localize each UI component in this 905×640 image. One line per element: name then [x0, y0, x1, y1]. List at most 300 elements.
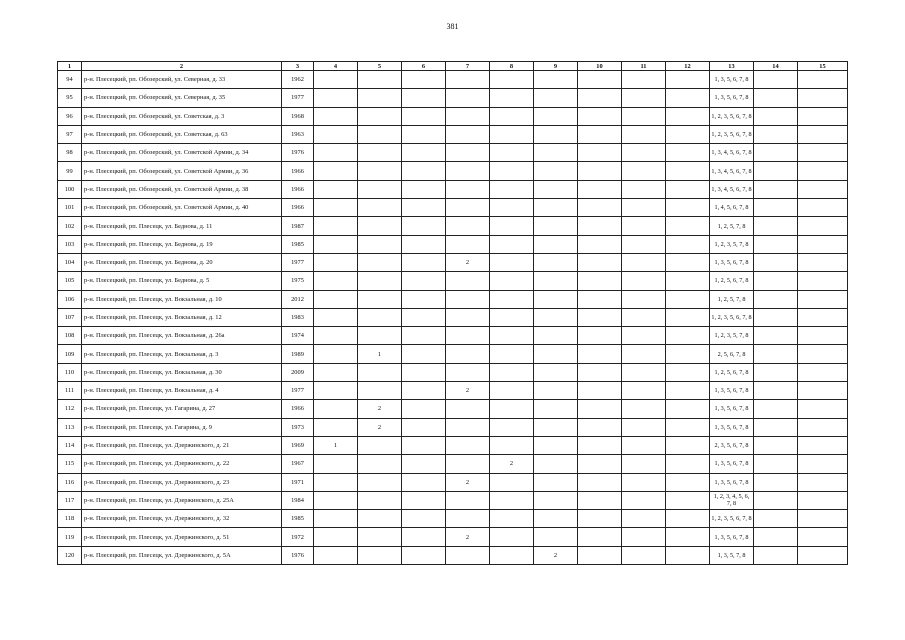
table-cell [446, 125, 490, 143]
table-cell [754, 180, 798, 198]
row-number-cell: 112 [58, 400, 82, 418]
table-cell [446, 363, 490, 381]
table-cell [622, 272, 666, 290]
table-cell [622, 217, 666, 235]
table-row [58, 235, 848, 253]
table-cell [314, 308, 358, 326]
address-cell: р-н. Плесецкий, рп. Плесецк, ул. Вокзальная, д. 12 [82, 308, 282, 326]
table-cell [622, 199, 666, 217]
table-cell [754, 217, 798, 235]
table-cell [402, 308, 446, 326]
table-cell [314, 546, 358, 564]
row-number-cell: 98 [58, 144, 82, 162]
table-cell [314, 107, 358, 125]
table-cell [358, 199, 402, 217]
table-cell [402, 290, 446, 308]
table-cell [314, 400, 358, 418]
codes-cell: 1, 3, 5, 6, 7, 8 [710, 528, 754, 546]
table-cell [402, 144, 446, 162]
table-cell [798, 253, 848, 271]
table-cell [666, 491, 710, 509]
table-row [58, 89, 848, 107]
table-row [58, 491, 848, 509]
table-cell [578, 290, 622, 308]
table-cell [490, 345, 534, 363]
table-cell [490, 290, 534, 308]
table-cell [534, 327, 578, 345]
year-cell: 1966 [282, 180, 314, 198]
table-cell [490, 107, 534, 125]
table-cell [622, 180, 666, 198]
table-cell [446, 272, 490, 290]
table-cell [446, 308, 490, 326]
year-cell: 1971 [282, 473, 314, 491]
table-cell [578, 235, 622, 253]
table-cell [798, 199, 848, 217]
row-number-cell: 116 [58, 473, 82, 491]
table-cell [314, 327, 358, 345]
table-cell [666, 290, 710, 308]
table-cell [622, 345, 666, 363]
table-cell [314, 345, 358, 363]
row-number-cell: 120 [58, 546, 82, 564]
table-cell [534, 107, 578, 125]
codes-cell: 1, 4, 5, 6, 7, 8 [710, 199, 754, 217]
year-cell: 1983 [282, 308, 314, 326]
table-cell [622, 235, 666, 253]
table-cell [534, 144, 578, 162]
address-cell: р-н. Плесецкий, рп. Плесецк, ул. Вокзальная, д. 3 [82, 345, 282, 363]
row-number-cell: 107 [58, 308, 82, 326]
table-cell [446, 107, 490, 125]
table-cell [490, 71, 534, 89]
table-cell [446, 436, 490, 454]
table-cell: 1 [314, 436, 358, 454]
table-cell [666, 546, 710, 564]
table-cell: 2 [490, 455, 534, 473]
table-cell [402, 473, 446, 491]
table-cell [666, 418, 710, 436]
codes-cell: 1, 3, 5, 6, 7, 8 [710, 400, 754, 418]
table-cell [534, 418, 578, 436]
row-number-cell: 102 [58, 217, 82, 235]
table-cell [314, 455, 358, 473]
table-cell [754, 473, 798, 491]
address-cell: р-н. Плесецкий, рп. Обозерский, ул. Советской Армии, д. 36 [82, 162, 282, 180]
table-cell [534, 473, 578, 491]
table-cell [798, 327, 848, 345]
table-cell [578, 363, 622, 381]
table-cell [446, 400, 490, 418]
codes-cell: 1, 2, 5, 6, 7, 8 [710, 363, 754, 381]
table-cell [666, 71, 710, 89]
row-number-cell: 101 [58, 199, 82, 217]
column-header-3: 3 [282, 62, 314, 71]
table-cell [490, 510, 534, 528]
table-cell [490, 308, 534, 326]
column-header-14: 14 [754, 62, 798, 71]
table-cell [754, 71, 798, 89]
table-cell [314, 418, 358, 436]
row-number-cell: 100 [58, 180, 82, 198]
table-cell [446, 290, 490, 308]
year-cell: 1963 [282, 125, 314, 143]
table-cell [314, 89, 358, 107]
table-cell [754, 89, 798, 107]
table-cell [358, 71, 402, 89]
year-cell: 1976 [282, 546, 314, 564]
table-cell [798, 162, 848, 180]
year-cell: 1973 [282, 418, 314, 436]
column-header-12: 12 [666, 62, 710, 71]
table-cell [798, 308, 848, 326]
year-cell: 2012 [282, 290, 314, 308]
column-header-7: 7 [446, 62, 490, 71]
table-cell [446, 235, 490, 253]
year-cell: 1985 [282, 510, 314, 528]
table-cell [578, 125, 622, 143]
codes-cell: 1, 2, 5, 6, 7, 8 [710, 272, 754, 290]
year-cell: 1977 [282, 382, 314, 400]
table-cell [314, 382, 358, 400]
table-row [58, 546, 848, 564]
table-cell [534, 162, 578, 180]
table-cell [798, 418, 848, 436]
table-cell [578, 253, 622, 271]
table-cell [622, 253, 666, 271]
table-cell [490, 528, 534, 546]
year-cell: 1975 [282, 272, 314, 290]
year-cell: 1968 [282, 107, 314, 125]
table-cell [402, 436, 446, 454]
table-cell [534, 199, 578, 217]
table-cell [358, 473, 402, 491]
table-cell: 2 [446, 382, 490, 400]
table-cell [622, 418, 666, 436]
table-cell [490, 363, 534, 381]
table-cell [358, 327, 402, 345]
table-cell: 2 [446, 253, 490, 271]
table-cell [666, 125, 710, 143]
row-number-cell: 108 [58, 327, 82, 345]
table-cell [622, 455, 666, 473]
table-cell [490, 327, 534, 345]
row-number-cell: 105 [58, 272, 82, 290]
address-cell: р-н. Плесецкий, рп. Плесецк, ул. Вокзальная, д. 10 [82, 290, 282, 308]
codes-cell: 1, 2, 3, 5, 6, 7, 8 [710, 308, 754, 326]
table-cell [754, 382, 798, 400]
table-cell [358, 144, 402, 162]
table-cell [754, 510, 798, 528]
codes-cell: 1, 2, 5, 7, 8 [710, 217, 754, 235]
table-cell [666, 89, 710, 107]
table-cell [490, 89, 534, 107]
table-cell [798, 71, 848, 89]
table-cell [754, 308, 798, 326]
table-cell [578, 510, 622, 528]
address-cell: р-н. Плесецкий, рп. Плесецк, ул. Беднова, д. 11 [82, 217, 282, 235]
address-cell: р-н. Плесецкий, рп. Обозерский, ул. Советской Армии, д. 34 [82, 144, 282, 162]
year-cell: 1977 [282, 89, 314, 107]
address-cell: р-н. Плесецкий, рп. Плесецк, ул. Дзержинского, д. 21 [82, 436, 282, 454]
table-cell [578, 199, 622, 217]
table-cell [754, 327, 798, 345]
table-cell [490, 272, 534, 290]
table-cell [578, 89, 622, 107]
page-number: 381 [446, 22, 459, 31]
table-cell [798, 107, 848, 125]
table-cell [622, 290, 666, 308]
codes-cell: 1, 2, 3, 5, 6, 7, 8 [710, 107, 754, 125]
table-cell [358, 162, 402, 180]
table-cell [798, 455, 848, 473]
table-cell [446, 217, 490, 235]
table-cell [358, 546, 402, 564]
table-cell [358, 290, 402, 308]
table-cell [666, 455, 710, 473]
table-cell [754, 418, 798, 436]
table-cell: 2 [446, 473, 490, 491]
table-cell [798, 363, 848, 381]
table-row [58, 327, 848, 345]
codes-cell: 1, 2, 5, 7, 8 [710, 290, 754, 308]
table-cell [402, 400, 446, 418]
table-cell [446, 327, 490, 345]
address-cell: р-н. Плесецкий, рп. Обозерский, ул. Советской Армии, д. 40 [82, 199, 282, 217]
table-cell [578, 327, 622, 345]
address-cell: р-н. Плесецкий, рп. Обозерский, ул. Советская, д. 63 [82, 125, 282, 143]
table-cell [666, 510, 710, 528]
table-cell [798, 235, 848, 253]
address-cell: р-н. Плесецкий, рп. Плесецк, ул. Беднова, д. 19 [82, 235, 282, 253]
table-cell [798, 217, 848, 235]
codes-cell: 1, 2, 3, 5, 7, 8 [710, 327, 754, 345]
column-header-10: 10 [578, 62, 622, 71]
table-cell [622, 162, 666, 180]
row-number-cell: 103 [58, 235, 82, 253]
row-number-cell: 99 [58, 162, 82, 180]
table-cell [754, 546, 798, 564]
table-cell [490, 491, 534, 509]
table-cell [666, 308, 710, 326]
table-cell [490, 546, 534, 564]
table-cell [754, 455, 798, 473]
table-cell [798, 491, 848, 509]
table-cell [622, 510, 666, 528]
row-number-cell: 97 [58, 125, 82, 143]
table-cell [578, 144, 622, 162]
row-number-cell: 111 [58, 382, 82, 400]
row-number-cell: 106 [58, 290, 82, 308]
codes-cell: 1, 3, 5, 6, 7, 8 [710, 71, 754, 89]
table-cell [754, 144, 798, 162]
table-cell [666, 528, 710, 546]
codes-cell: 1, 3, 5, 6, 7, 8 [710, 418, 754, 436]
table-cell [798, 144, 848, 162]
table-cell [358, 455, 402, 473]
table-cell [534, 345, 578, 363]
codes-cell: 1, 3, 4, 5, 6, 7, 8 [710, 162, 754, 180]
table-cell [798, 345, 848, 363]
address-cell: р-н. Плесецкий, рп. Плесецк, ул. Гагарина, д. 27 [82, 400, 282, 418]
row-number-cell: 114 [58, 436, 82, 454]
table-row [58, 528, 848, 546]
column-header-11: 11 [622, 62, 666, 71]
table-cell [314, 290, 358, 308]
codes-cell: 1, 3, 5, 6, 7, 8 [710, 89, 754, 107]
table-row [58, 436, 848, 454]
column-header-13: 13 [710, 62, 754, 71]
table-cell [666, 473, 710, 491]
table-cell [754, 162, 798, 180]
table-cell [534, 363, 578, 381]
table-cell [666, 253, 710, 271]
table-row [58, 400, 848, 418]
table-cell [534, 180, 578, 198]
header-row [58, 62, 848, 71]
table-cell [314, 235, 358, 253]
table-cell [754, 199, 798, 217]
table-cell [446, 89, 490, 107]
table-cell [402, 418, 446, 436]
row-number-cell: 119 [58, 528, 82, 546]
table-cell [490, 144, 534, 162]
year-cell: 1977 [282, 253, 314, 271]
registry-table [57, 61, 848, 565]
table-cell [402, 455, 446, 473]
codes-cell: 1, 3, 5, 6, 7, 8 [710, 253, 754, 271]
table-cell [358, 528, 402, 546]
address-cell: р-н. Плесецкий, рп. Обозерский, ул. Советской Армии, д. 38 [82, 180, 282, 198]
year-cell: 1966 [282, 199, 314, 217]
table-cell [490, 162, 534, 180]
year-cell: 1985 [282, 235, 314, 253]
table-cell [534, 400, 578, 418]
table-cell [402, 125, 446, 143]
column-header-6: 6 [402, 62, 446, 71]
codes-cell: 1, 3, 5, 7, 8 [710, 546, 754, 564]
table-cell [490, 235, 534, 253]
address-cell: р-н. Плесецкий, рп. Плесецк, ул. Вокзальная, д. 26а [82, 327, 282, 345]
table-cell [402, 199, 446, 217]
table-cell [358, 436, 402, 454]
table-cell [358, 125, 402, 143]
table-cell [578, 546, 622, 564]
table-cell [446, 199, 490, 217]
address-cell: р-н. Плесецкий, рп. Плесецк, ул. Вокзальная, д. 4 [82, 382, 282, 400]
table-cell [358, 308, 402, 326]
table-cell [402, 180, 446, 198]
table-cell [402, 327, 446, 345]
table-cell [534, 89, 578, 107]
table-cell [798, 400, 848, 418]
row-number-cell: 95 [58, 89, 82, 107]
table-cell [490, 436, 534, 454]
table-cell [402, 345, 446, 363]
table-cell [798, 528, 848, 546]
table-cell [446, 510, 490, 528]
column-header-4: 4 [314, 62, 358, 71]
row-number-cell: 109 [58, 345, 82, 363]
table-row [58, 455, 848, 473]
table-cell [446, 345, 490, 363]
table-cell [666, 107, 710, 125]
table-cell [578, 308, 622, 326]
table-cell [490, 473, 534, 491]
table-cell [534, 491, 578, 509]
table-cell [666, 144, 710, 162]
table-cell [666, 235, 710, 253]
table-cell [358, 217, 402, 235]
row-number-cell: 118 [58, 510, 82, 528]
year-cell: 1972 [282, 528, 314, 546]
table-cell [402, 510, 446, 528]
table-cell [622, 71, 666, 89]
table-cell [358, 382, 402, 400]
table-cell [622, 107, 666, 125]
year-cell: 1967 [282, 455, 314, 473]
year-cell: 1987 [282, 217, 314, 235]
address-cell: р-н. Плесецкий, рп. Плесецк, ул. Дзержинского, д. 5А [82, 546, 282, 564]
table-cell [314, 528, 358, 546]
address-cell: р-н. Плесецкий, рп. Плесецк, ул. Дзержинского, д. 32 [82, 510, 282, 528]
codes-cell: 1, 2, 3, 4, 5, 6, 7, 8 [710, 491, 754, 509]
table-cell [754, 253, 798, 271]
codes-cell: 1, 3, 5, 6, 7, 8 [710, 473, 754, 491]
table-cell [402, 363, 446, 381]
table-row [58, 144, 848, 162]
table-cell [754, 107, 798, 125]
table-cell [534, 217, 578, 235]
row-number-cell: 110 [58, 363, 82, 381]
table-cell [534, 272, 578, 290]
table-cell [754, 125, 798, 143]
table-cell [534, 308, 578, 326]
table-cell [622, 89, 666, 107]
table-cell [534, 235, 578, 253]
table-cell [622, 473, 666, 491]
table-cell [446, 144, 490, 162]
table-cell [622, 436, 666, 454]
table-cell [754, 290, 798, 308]
table-cell [798, 382, 848, 400]
year-cell: 1976 [282, 144, 314, 162]
table-cell [798, 290, 848, 308]
table-cell [358, 253, 402, 271]
table-cell [534, 290, 578, 308]
table-cell [666, 199, 710, 217]
table-cell [314, 510, 358, 528]
table-row [58, 253, 848, 271]
year-cell: 1974 [282, 327, 314, 345]
table-cell [578, 491, 622, 509]
table-cell [754, 345, 798, 363]
table-cell: 2 [358, 400, 402, 418]
codes-cell: 1, 3, 4, 5, 6, 7, 8 [710, 144, 754, 162]
table-cell: 2 [358, 418, 402, 436]
table-cell [534, 125, 578, 143]
table-cell [754, 436, 798, 454]
year-cell: 1966 [282, 162, 314, 180]
table-row [58, 125, 848, 143]
table-cell [622, 363, 666, 381]
table-cell [754, 272, 798, 290]
year-cell: 1989 [282, 345, 314, 363]
table-row [58, 510, 848, 528]
table-cell [578, 180, 622, 198]
table-cell [666, 363, 710, 381]
table-cell [534, 71, 578, 89]
